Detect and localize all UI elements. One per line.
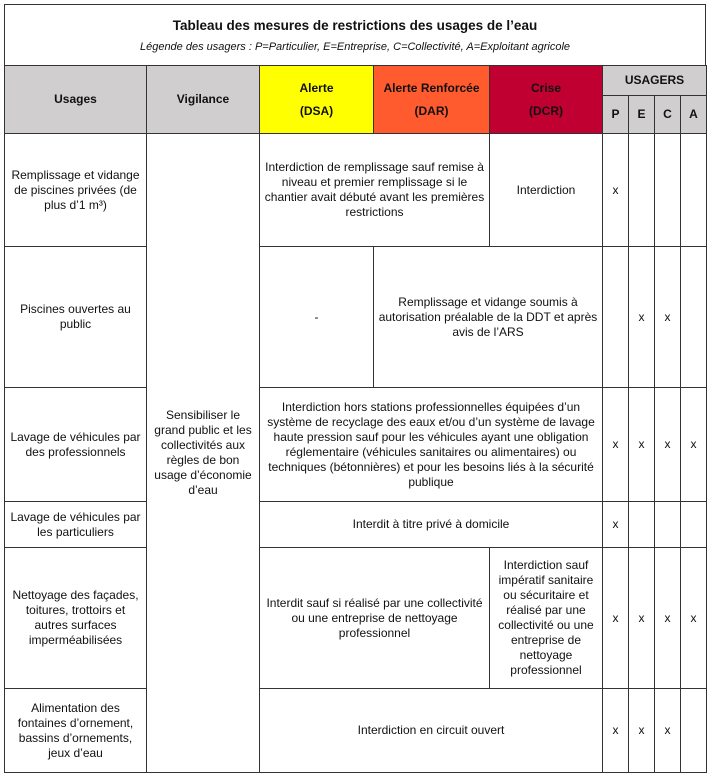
header-usagers: USAGERS [603, 66, 707, 96]
header-alerte-renforcee [374, 66, 490, 134]
usage-cell: Remplissage et vidange de piscines privées (de plus d’1 m³) [5, 134, 147, 247]
table-row [5, 548, 707, 689]
alerte-abbr: (DSA) [299, 103, 334, 118]
crise-abbr: (DCR) [529, 103, 563, 118]
mark-a [681, 134, 707, 247]
mark-c: x [655, 388, 681, 502]
restrictions-document [4, 4, 706, 773]
mark-e [629, 502, 655, 548]
header-e: E [629, 96, 655, 134]
all-levels-cell: Interdit à titre privé à domicile [260, 502, 603, 548]
crise-label: Crise [530, 80, 562, 95]
header-crise [490, 66, 603, 134]
table-row [5, 388, 707, 502]
header-vigilance: Vigilance [147, 66, 260, 134]
restrictions-table [4, 65, 707, 773]
usage-cell: Lavage de véhicules par des professionnels [5, 388, 147, 502]
dar-crise-cell: Remplissage et vidange soumis à autorisation préalable de la DDT et après avis de l’ARS [374, 247, 603, 388]
mark-a: x [681, 388, 707, 502]
alerte-renforcee-label: Alerte Renforcée [383, 80, 480, 95]
header-p: P [603, 96, 629, 134]
mark-c: x [655, 548, 681, 689]
mark-p: x [603, 134, 629, 247]
mark-a [681, 502, 707, 548]
users-legend: Légende des usagers : P=Particulier, E=Entreprise, C=Collectivité, A=Exploitant agricole [139, 41, 571, 53]
alerte-dar-cell: Interdit sauf si réalisé par une collectivité ou une entreprise de nettoyage professionnel [260, 548, 490, 689]
document-title: Tableau des mesures de restrictions des usages de l’eau [172, 18, 538, 33]
alerte-renforcee-abbr: (DAR) [414, 103, 449, 118]
crise-cell: Interdiction sauf impératif sanitaire ou sécuritaire et réalisé par une collectivité ou une entreprise de nettoyage professionnel [490, 548, 603, 689]
mark-c: x [655, 689, 681, 773]
header-c: C [655, 96, 681, 134]
alerte-dar-cell: Interdiction de remplissage sauf remise à niveau et premier remplissage si le chantier avait débuté avant les premières restrictions [260, 134, 490, 247]
mark-c [655, 502, 681, 548]
crise-cell: Interdiction [490, 134, 603, 247]
header-alerte [260, 66, 374, 134]
usage-cell: Alimentation des fontaines d’ornement, bassins d’ornements, jeux d’eau [5, 689, 147, 773]
header-usages: Usages [5, 66, 147, 134]
mark-a [681, 689, 707, 773]
alerte-label: Alerte [299, 80, 334, 95]
usage-cell: Piscines ouvertes au public [5, 247, 147, 388]
mark-e: x [629, 689, 655, 773]
title-box [4, 4, 706, 66]
header-a: A [681, 96, 707, 134]
usage-cell: Nettoyage des façades, toitures, trottoirs et autres surfaces imperméabilisées [5, 548, 147, 689]
mark-c [655, 134, 681, 247]
mark-e: x [629, 247, 655, 388]
mark-p: x [603, 548, 629, 689]
mark-a [681, 247, 707, 388]
mark-p: x [603, 502, 629, 548]
alerte-cell: - [260, 247, 374, 388]
vigilance-cell: Sensibiliser le grand public et les collectivités aux règles de bon usage d’économie d’eau [147, 134, 260, 773]
mark-p: x [603, 689, 629, 773]
table-row [5, 502, 707, 548]
header-row [5, 66, 707, 96]
mark-p [603, 247, 629, 388]
mark-e: x [629, 548, 655, 689]
mark-c: x [655, 247, 681, 388]
table-row [5, 134, 707, 247]
all-levels-cell: Interdiction en circuit ouvert [260, 689, 603, 773]
mark-e: x [629, 388, 655, 502]
mark-e [629, 134, 655, 247]
usage-cell: Lavage de véhicules par les particuliers [5, 502, 147, 548]
mark-a: x [681, 548, 707, 689]
table-row [5, 247, 707, 388]
mark-p: x [603, 388, 629, 502]
all-levels-cell: Interdiction hors stations professionnelles équipées d’un système de recyclage des eaux et/ou d’un système de lavage haute pression sauf pour les véhicules ayant une obligation réglementaire (véhicules sanitaires ou alimentaires) ou techniques (bétonnières) et pour les besoins liés à la sécurité publique [260, 388, 603, 502]
table-row [5, 689, 707, 773]
